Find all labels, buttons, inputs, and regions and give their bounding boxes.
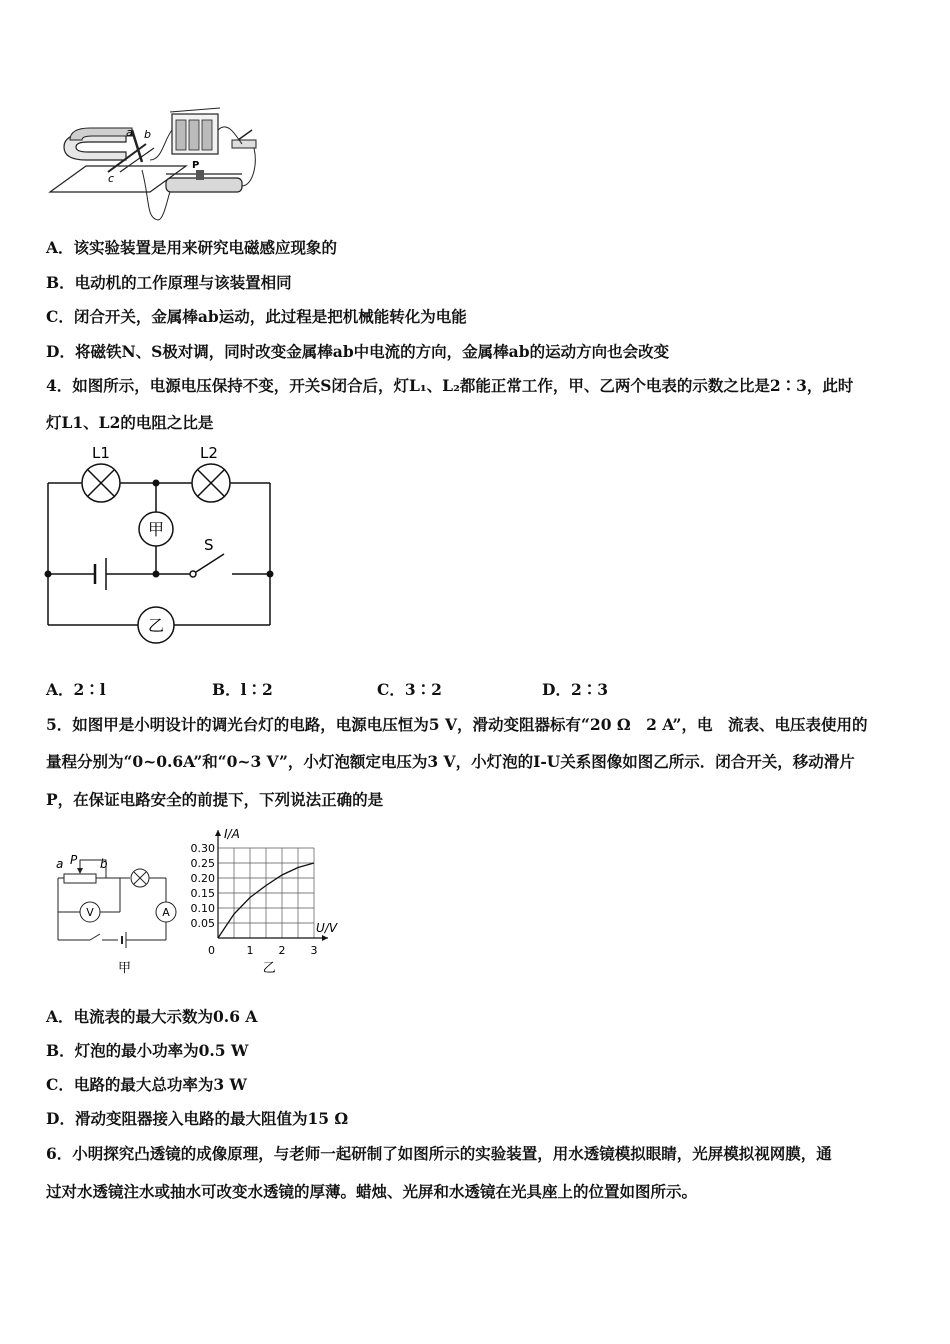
switch-icon <box>196 554 224 572</box>
q5-stem-line3: P，在保证电路安全的前提下，下列说法正确的是 <box>46 790 384 809</box>
q5-option-b: B．灯泡的最小功率为0.5 W <box>46 1041 249 1060</box>
q4-choice-b: B．l∶2 <box>212 680 273 699</box>
y-axis-label: I/A <box>224 827 240 841</box>
q3-option-c: C．闭合开关，金属棒ab运动，此过程是把机械能转化为电能 <box>46 307 467 326</box>
y-tick-label: 0.15 <box>190 887 215 900</box>
label-rheostat-b: b <box>100 857 108 871</box>
q5-stem-line1: 5．如图甲是小明设计的调光台灯的电路，电源电压恒为5 V，滑动变阻器标有“20 Ω 2 A”，电 流表、电压表使用的 <box>46 715 868 734</box>
caption-yi: 乙 <box>262 961 276 976</box>
label-meter-jia: 甲 <box>147 520 165 539</box>
label-b: b <box>144 128 151 141</box>
q5-iu-chart-figure <box>186 822 356 982</box>
rheostat-icon <box>64 874 96 883</box>
q6-stem-line2: 过对水透镜注水或抽水可改变水透镜的厚薄。蜡烛、光屏和水透镜在光具座上的位置如图所示。 <box>46 1182 698 1201</box>
caption-jia: 甲 <box>118 961 132 976</box>
q4-stem-line2: 灯L1、L2的电阻之比是 <box>46 413 214 432</box>
q5-option-c: C．电路的最大总功率为3 W <box>46 1075 247 1094</box>
q4-choice-a: A．2∶l <box>46 680 106 699</box>
q5-option-a: A．电流表的最大示数为0.6 A <box>46 1007 258 1026</box>
x-tick-label: 2 <box>278 944 286 957</box>
label-p: P <box>192 160 200 171</box>
q3-option-a: A．该实验装置是用来研究电磁感应现象的 <box>46 238 338 257</box>
label-l1: L1 <box>92 444 110 462</box>
label-rheostat-p: P <box>70 853 78 867</box>
y-tick-label: 0.10 <box>190 902 215 915</box>
q4-choice-c: C．3∶2 <box>377 680 442 699</box>
q3-apparatus-figure <box>46 100 266 225</box>
q3-option-d: D．将磁铁N、S极对调，同时改变金属棒ab中电流的方向，金属棒ab的运动方向也会改变 <box>46 342 670 361</box>
label-meter-yi: 乙 <box>147 616 165 635</box>
iu-chart <box>186 822 356 982</box>
label-l2: L2 <box>200 444 218 462</box>
origin-label: 0 <box>208 944 215 957</box>
y-tick-label: 0.30 <box>190 842 215 855</box>
q4-choice-d: D．2∶3 <box>542 680 609 699</box>
x-axis-arrow <box>322 935 328 941</box>
x-tick-label: 3 <box>310 944 318 957</box>
y-tick-label: 0.05 <box>190 917 215 930</box>
q4-stem-line1: 4．如图所示，电源电压保持不变，开关S闭合后，灯L₁、L₂都能正常工作，甲、乙两个电表的示数之比是2∶3，此时 <box>46 376 854 395</box>
label-a: a <box>126 126 133 139</box>
q4-circuit-figure <box>40 440 285 650</box>
y-tick-label: 0.25 <box>190 857 215 870</box>
q6-stem-line1: 6．小明探究凸透镜的成像原理，与老师一起研制了如图所示的实验装置，用水透镜模拟眼睛，光屏模拟视网膜，通 <box>46 1144 832 1163</box>
label-rheostat-a: a <box>56 857 64 871</box>
y-axis-arrow <box>215 830 221 836</box>
x-tick-label: 1 <box>246 944 254 957</box>
label-ammeter: A <box>162 906 170 919</box>
label-switch: S <box>204 536 214 554</box>
switch-icon <box>90 934 100 940</box>
q5-stem-line2: 量程分别为“0~0.6A”和“0~3 V”，小灯泡额定电压为3 V，小灯泡的I-U关系图像如图乙所示．闭合开关，移动滑片 <box>46 752 855 771</box>
label-voltmeter: V <box>86 906 94 919</box>
x-axis-label: U/V <box>316 921 338 935</box>
label-c: c <box>108 172 115 185</box>
q3-option-b: B．电动机的工作原理与该装置相同 <box>46 273 292 292</box>
q5-option-d: D．滑动变阻器接入电路的最大阻值为15 Ω <box>46 1109 349 1128</box>
q5-circuit-jia-figure <box>50 848 190 978</box>
y-tick-label: 0.20 <box>190 872 215 885</box>
